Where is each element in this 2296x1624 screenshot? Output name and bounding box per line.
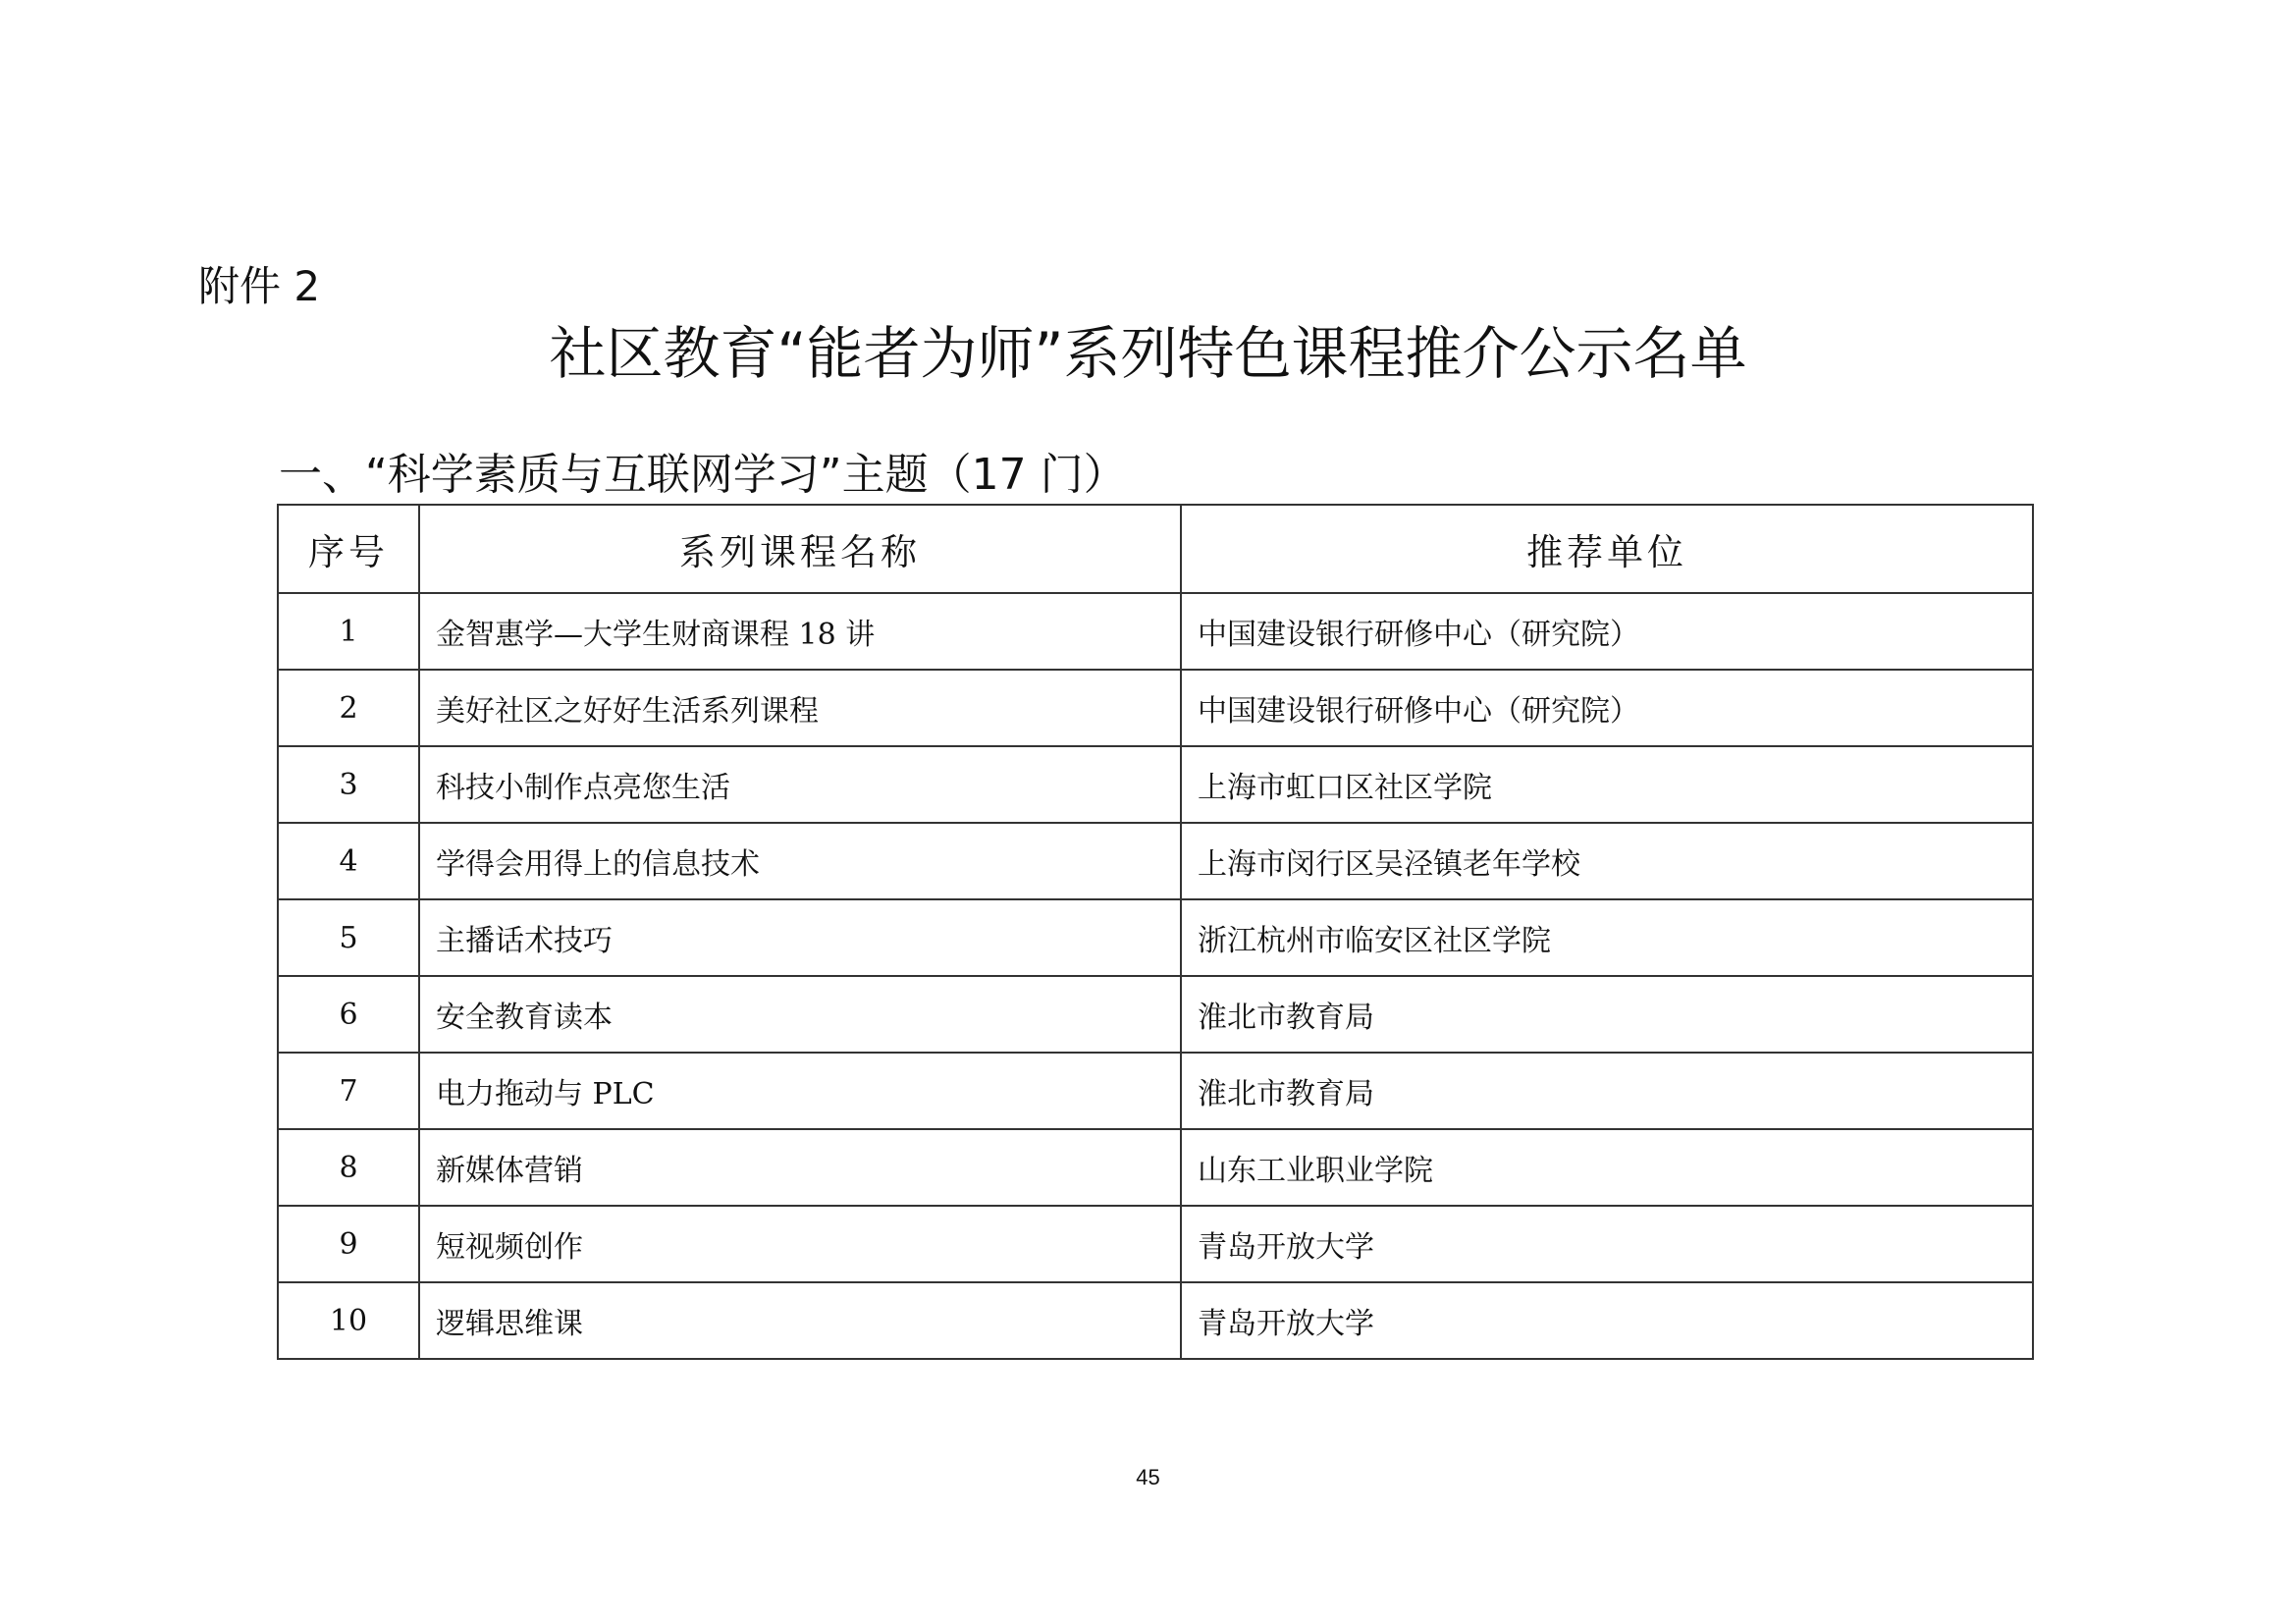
row-course-name: 主播话术技巧 [419,899,1181,976]
table-row [278,670,2033,746]
row-no: 8 [278,1129,419,1206]
row-recommending-unit: 青岛开放大学 [1181,1282,2033,1359]
row-no: 1 [278,593,419,670]
row-recommending-unit: 青岛开放大学 [1181,1206,2033,1282]
row-no: 9 [278,1206,419,1282]
header-recommending-unit: 推荐单位 [1181,505,2033,593]
attachment-label: 附件 2 [198,262,321,310]
page-number: 45 [1136,1465,1160,1489]
row-no: 4 [278,823,419,899]
row-recommending-unit: 中国建设银行研修中心（研究院） [1181,670,2033,746]
header-no: 序号 [278,505,419,593]
row-course-name: 电力拖动与 PLC [419,1053,1181,1129]
header-course-name: 系列课程名称 [419,505,1181,593]
row-no: 2 [278,670,419,746]
table-row [278,1282,2033,1359]
table-row [278,1129,2033,1206]
row-no: 10 [278,1282,419,1359]
document-title: 社区教育“能者为师”系列特色课程推介公示名单 [549,320,1747,387]
row-no: 3 [278,746,419,823]
table-row [278,593,2033,670]
table-row [278,1053,2033,1129]
course-table [277,504,2034,1360]
row-course-name: 短视频创作 [419,1206,1181,1282]
section-heading: 一、“科学素质与互联网学习”主题（17 门） [279,450,1127,500]
row-course-name: 学得会用得上的信息技术 [419,823,1181,899]
row-recommending-unit: 浙江杭州市临安区社区学院 [1181,899,2033,976]
row-course-name: 安全教育读本 [419,976,1181,1053]
row-recommending-unit: 淮北市教育局 [1181,1053,2033,1129]
table-row [278,746,2033,823]
row-course-name: 新媒体营销 [419,1129,1181,1206]
table-row [278,1206,2033,1282]
row-no: 5 [278,899,419,976]
row-course-name: 科技小制作点亮您生活 [419,746,1181,823]
row-recommending-unit: 山东工业职业学院 [1181,1129,2033,1206]
row-no: 6 [278,976,419,1053]
table-row [278,899,2033,976]
table-row [278,823,2033,899]
table-header-row [278,505,2033,593]
row-recommending-unit: 淮北市教育局 [1181,976,2033,1053]
row-course-name: 金智惠学—大学生财商课程 18 讲 [419,593,1181,670]
table-row [278,976,2033,1053]
row-no: 7 [278,1053,419,1129]
row-recommending-unit: 上海市虹口区社区学院 [1181,746,2033,823]
row-course-name: 逻辑思维课 [419,1282,1181,1359]
row-course-name: 美好社区之好好生活系列课程 [419,670,1181,746]
row-recommending-unit: 中国建设银行研修中心（研究院） [1181,593,2033,670]
row-recommending-unit: 上海市闵行区吴泾镇老年学校 [1181,823,2033,899]
